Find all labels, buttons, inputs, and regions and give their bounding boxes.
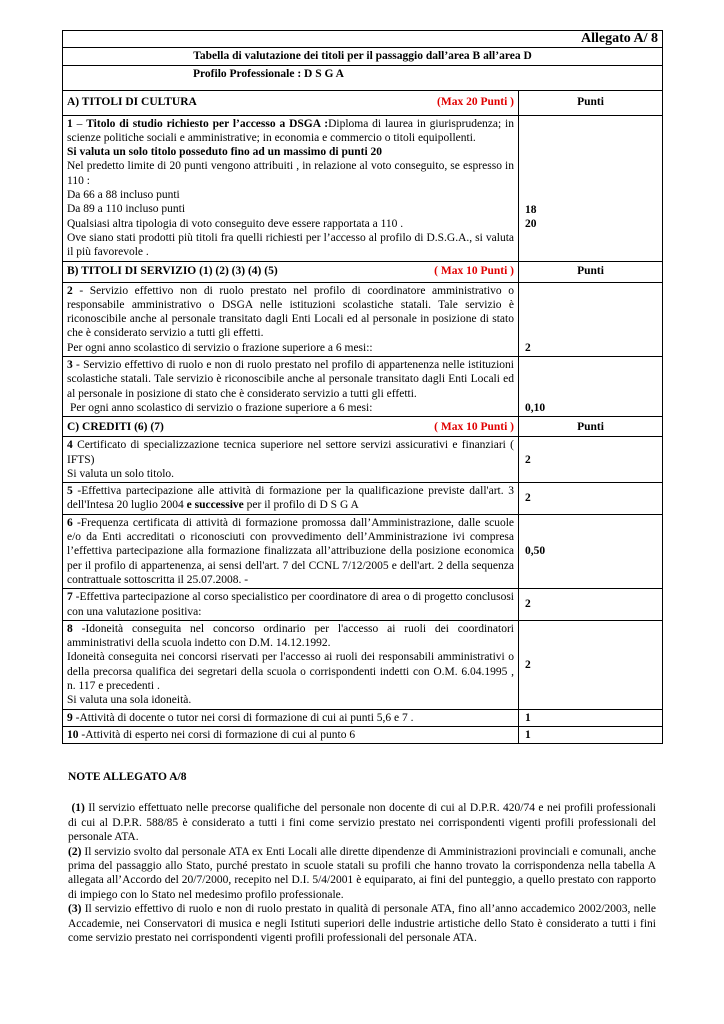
note-1 xyxy=(68,801,656,844)
item-1-points-2: 20 xyxy=(525,217,537,230)
section-c-max: ( Max 10 Punti ) xyxy=(434,420,514,433)
item-number: 10 xyxy=(67,728,79,741)
note-number: (2) xyxy=(68,845,82,858)
item-7-row xyxy=(63,589,663,621)
allegato-label: Allegato A/ 8 xyxy=(581,31,658,46)
item-2-line: Per ogni anno scolastico di servizio o frazione superiore a 6 mesi:: xyxy=(67,341,373,354)
note-1-text: Il servizio effettuato nelle precorse qualifiche del personale non docente di cui al D.P.R. 420/74 e nei profili professionali di cui al D.P.R. 588/85 è considerato a tutti i fini come servizio prestato nei corrispondenti vigenti profili professionali del personale ATA. xyxy=(68,802,657,844)
title-row xyxy=(63,48,663,65)
item-1-row xyxy=(63,115,663,261)
section-a-max: (Max 20 Punti ) xyxy=(437,96,514,109)
notes-section xyxy=(68,770,656,945)
table-title: Tabella di valutazione dei titoli per il passaggio dall’area B all’area D xyxy=(193,50,532,63)
item-4-row xyxy=(63,437,663,483)
item-1-range1: Da 66 a 88 incluso punti xyxy=(67,189,180,202)
item-8-row xyxy=(63,620,663,709)
item-8-line: Si valuta una sola idoneità. xyxy=(67,694,192,707)
item-5-bold: e successive xyxy=(186,499,244,512)
item-2-text: - Servizio effettivo non di ruolo prestato nel profilo di coordinatore amministrativo o responsabile amministrativo o DSGA nelle istituzioni scolastiche statali. Tale servizio è riconoscibile anche al personale transitato dagli Enti Locali ed al personale in posizione di stato che è considerato servizio a tutti gli effetti. xyxy=(67,284,514,340)
note-2-text: Il servizio svolto dal personale ATA ex Enti Locali alle dirette dipendenze di Amministrazioni provinciali e comunali, anche prima del passaggio allo Stato, purché prestato in scuole statali su profili che hanno trovato la corrispondenza nella tabella A allegata all’Accordo del 20/7/2000, recepito nel D.I. 5/4/2001 è equiparato, ai fini del punteggio, a quello prestato con rapporto di impiego con lo Stato nel medesimo profilo professionale. xyxy=(68,845,657,901)
item-3-line: Per ogni anno scolastico di servizio o frazione superiore a 6 mesi: xyxy=(70,401,373,414)
item-number: 4 xyxy=(67,439,73,452)
item-5-row xyxy=(63,483,663,515)
item-10-row xyxy=(63,726,663,743)
item-9-row xyxy=(63,709,663,726)
item-number: 1 xyxy=(67,117,73,130)
item-2-row xyxy=(63,282,663,356)
profile-row xyxy=(63,65,663,90)
item-1-range2: Da 89 a 110 incluso punti xyxy=(67,203,186,216)
item-3-text: - Servizio effettivo di ruolo e non di ruolo prestato nel profilo di appartenenza nelle istituzioni scolastiche statali. Tale servizio è riconoscibile anche al personale transitato dagli Enti Locali ed al personale in posizione di stato che è considerato servizio a tutti gli effetti. xyxy=(67,359,515,400)
item-4-text: Certificato di specializzazione tecnica superiore nel settore servizi assicurativi e finanziari ( IFTS) xyxy=(67,439,514,466)
profile-label: Profilo Professionale : D S G A xyxy=(193,67,344,80)
section-a-title: A) TITOLI DI CULTURA xyxy=(67,96,197,109)
note-3-text: Il servizio effettivo di ruolo e non di ruolo prestato in qualità di personale ATA, fino all’anno accademico 2002/2003, nelle Accademie, nei Conservatori di musica e negli Istituti superiori delle industrie artistiche dello Stato è considerato a tutti i fini come servizio prestato nei corrispondenti vigenti profili professionali del personale ATA. xyxy=(68,903,657,945)
item-1-line2: Qualsiasi altra tipologia di voto conseguito deve essere rapportata a 110 . xyxy=(67,217,404,230)
notes-title: NOTE ALLEGATO A/8 xyxy=(68,771,187,783)
document xyxy=(62,30,662,744)
item-dash: – xyxy=(76,117,83,130)
item-1-lead: Titolo di studio richiesto per l’accesso a DSGA : xyxy=(86,117,329,130)
section-b-header xyxy=(63,261,663,282)
item-7-text: -Effettiva partecipazione al corso specialistico per coordinatore di area o di progetto conclusosi con una valutazione positiva: xyxy=(67,591,514,618)
item-5-points: 2 xyxy=(525,492,531,505)
punti-header: Punti xyxy=(577,420,604,433)
note-2 xyxy=(68,845,656,903)
item-9-text: -Attività di docente o tutor nei corsi di formazione di cui ai punti 5,6 e 7 . xyxy=(75,711,414,724)
item-number: 6 xyxy=(67,516,73,529)
item-4-points: 2 xyxy=(525,453,531,466)
item-1-bold-line: Si valuta un solo titolo posseduto fino ad un massimo di punti 20 xyxy=(67,146,383,159)
item-1-line1: Nel predetto limite di 20 punti vengono attribuiti , in relazione al voto conseguito, se espresso in 110 : xyxy=(67,160,514,187)
item-6-text: -Frequenza certificata di attività di formazione promossa dall’Amministrazione, dalle scuole e/o da Enti accreditati o riconosciuti con provvedimento dell’Amministrazione ivi compresa l’effettiva partecipazione alla formazione finalizzata all’attribuzione della posizione economica per il profilo di appartenenza, ai sensi dell'art. 7 del CCNL 7/12/2005 e dell'art. 2 della sequenza contrattuale sottoscritta il 25.07.2008. - xyxy=(67,516,515,586)
item-number: 2 xyxy=(67,284,73,297)
item-8-points: 2 xyxy=(525,658,531,671)
section-a-header xyxy=(63,90,663,115)
item-2-points: 2 xyxy=(525,341,531,354)
item-number: 7 xyxy=(67,591,73,604)
item-number: 5 xyxy=(67,485,73,498)
item-number: 9 xyxy=(67,711,73,724)
section-c-header xyxy=(63,417,663,437)
item-8-text-2: Idoneità conseguita nei concorsi riservati per l'accesso ai ruoli dei responsabili amministrativi o della precorsa qualifica dei segretari della scuola o corrispondenti indetti con O.M. 6.04.1995 , n. 117 e precedenti . xyxy=(67,651,514,692)
allegato-row xyxy=(63,31,663,48)
item-3-points: 0,10 xyxy=(525,401,546,414)
item-7-points: 2 xyxy=(525,598,531,611)
section-b-max: ( Max 10 Punti ) xyxy=(434,265,514,278)
evaluation-table xyxy=(62,30,663,744)
note-number: (1) xyxy=(71,802,85,815)
item-10-points: 1 xyxy=(525,728,531,741)
note-number: (3) xyxy=(68,903,82,916)
section-c-title: C) CREDITI (6) (7) xyxy=(67,420,164,433)
section-b-title: B) TITOLI DI SERVIZIO (1) (2) (3) (4) (5) xyxy=(67,265,278,278)
item-4-line: Si valuta un solo titolo. xyxy=(67,467,175,480)
item-10-text: -Attività di esperto nei corsi di formazione di cui al punto 6 xyxy=(81,728,356,741)
item-1-points-1: 18 xyxy=(525,203,537,216)
item-6-points: 0,50 xyxy=(525,545,546,558)
punti-header: Punti xyxy=(577,96,604,109)
item-9-points: 1 xyxy=(525,711,531,724)
item-6-row xyxy=(63,514,663,588)
item-1-text: Diploma di laurea in giurisprudenza; in scienze politiche sociali e amministrative; in economia e commercio o titoli equipollenti. xyxy=(67,117,515,144)
item-5-tail: per il profilo di D S G A xyxy=(246,499,359,512)
note-3 xyxy=(68,902,656,945)
item-1-line3: Ove siano stati prodotti più titoli fra quelli richiesti per l’accesso al profilo di D.S.G.A., si valuta il più favorevole . xyxy=(67,231,514,259)
item-number: 3 xyxy=(67,359,73,372)
item-5-text: -Effettiva partecipazione alle attività di formazione per la qualificazione previste dall'art. 3 dell'Intesa 20 luglio 2004 xyxy=(67,485,515,512)
item-8-text: -Idoneità conseguita nel concorso ordinario per l'accesso ai ruoli dei coordinatori amministrativi della scuola indetto con D.M. 14.12.1992. xyxy=(67,622,515,650)
punti-header: Punti xyxy=(577,265,604,278)
item-number: 8 xyxy=(67,622,73,635)
item-3-row xyxy=(63,357,663,417)
